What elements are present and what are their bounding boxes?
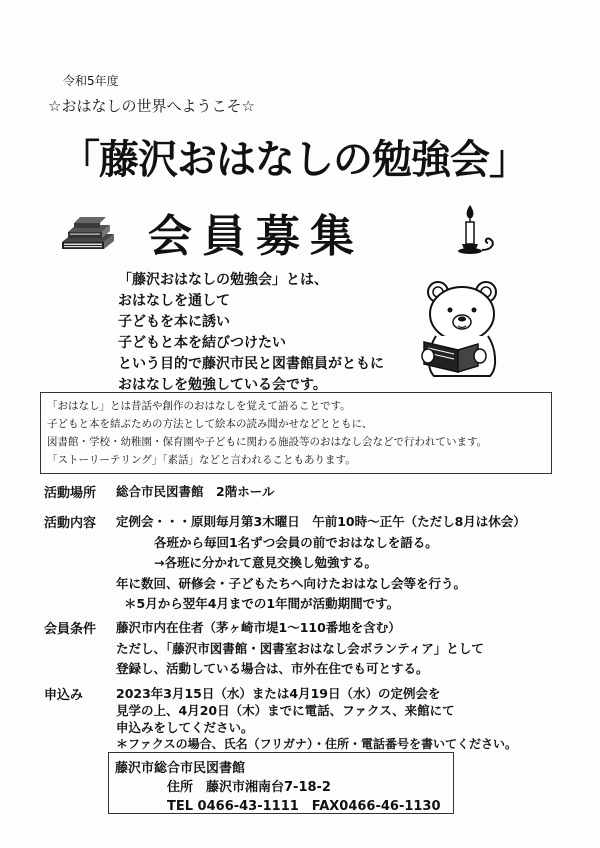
activity-line: →各班に分かれて意見交換し勉強する。 [154,555,377,570]
conditions-line: 登録し、活動している場合は、市外在住でも可とする。 [116,661,429,676]
fiscal-year: 令和5年度 [63,74,119,88]
definition-line: 「おはなし」とは昔話や創作のおはなしを覚えて語ることです。 [47,400,351,412]
books-icon [58,212,120,254]
conditions-label: 会員条件 [44,622,97,637]
activity-line: 年に数回、研修会・子どもたちへ向けたおはなし会等を行う。 [116,576,467,591]
activity-label: 活動内容 [44,516,97,531]
apply-line: ＊ファクスの場合、氏名（フリガナ）・住所・電話番号を書いてください。 [116,737,518,751]
page-title: 「藤沢おはなしの勉強会」 [60,137,528,183]
intro-line: 子どもと本を結びつけたい [118,335,286,351]
intro-line: おはなしを通して [118,293,230,309]
activity-line: ＊5月から翌年4月までの1年間が活動期間です。 [124,596,400,611]
definition-line: 子どもと本を結ぶための方法として絵本の読み聞かせなどとともに、 [47,418,373,430]
library-name: 藤沢市総合市民図書館 [115,761,246,776]
candle-icon [452,203,502,259]
apply-line: 2023年3月15日（水）または4月19日（水）の定例会を [116,686,441,701]
bear-reading-icon [418,276,508,380]
apply-line: 見学の上、4月20日（木）までに電話、ファクス、来館にて [116,703,455,718]
library-address: 住所 藤沢市湘南台7-18-2 [167,780,331,795]
intro-line: 子どもを本に誘い [118,314,230,330]
definition-box [40,392,552,474]
conditions-line: 藤沢市内在住者（茅ヶ崎市堤1～110番地を含む） [116,620,401,635]
intro-text [118,270,384,396]
contact-box [108,752,454,814]
activity-line: 各班から毎回1名ずつ会員の前でおはなしを語る。 [154,535,438,550]
conditions-line: ただし、「藤沢市図書館・図書室おはなし会ボランティア」として [116,641,484,656]
intro-line: という目的で藤沢市民と図書館員がともに [118,356,384,372]
definition-line: 図書館・学校・幼稚園・保育園や子どもに関わる施設等のおはなし会などで行われています。 [47,436,488,448]
apply-line: 申込みをしてください。 [116,720,254,735]
definition-line: 「ストーリーテリング」「素話」などと言われることもあります。 [47,454,356,466]
library-phone: TEL 0466-43-1111 FAX0466-46-1130 [167,799,441,814]
recruit-heading: 会員募集 [148,211,364,262]
intro-line: おはなしを勉強している会です。 [118,377,327,393]
welcome-text: ☆おはなしの世界へようこそ☆ [48,97,255,115]
activity-line: 定例会・・・原則毎月第3木曜日 午前10時～正午（ただし8月は休会） [116,514,526,529]
apply-label: 申込み [44,688,84,703]
venue-value: 総合市民図書館 2階ホール [116,484,275,499]
intro-line: 「藤沢おはなしの勉強会」とは、 [118,272,328,288]
venue-label: 活動場所 [44,486,97,501]
